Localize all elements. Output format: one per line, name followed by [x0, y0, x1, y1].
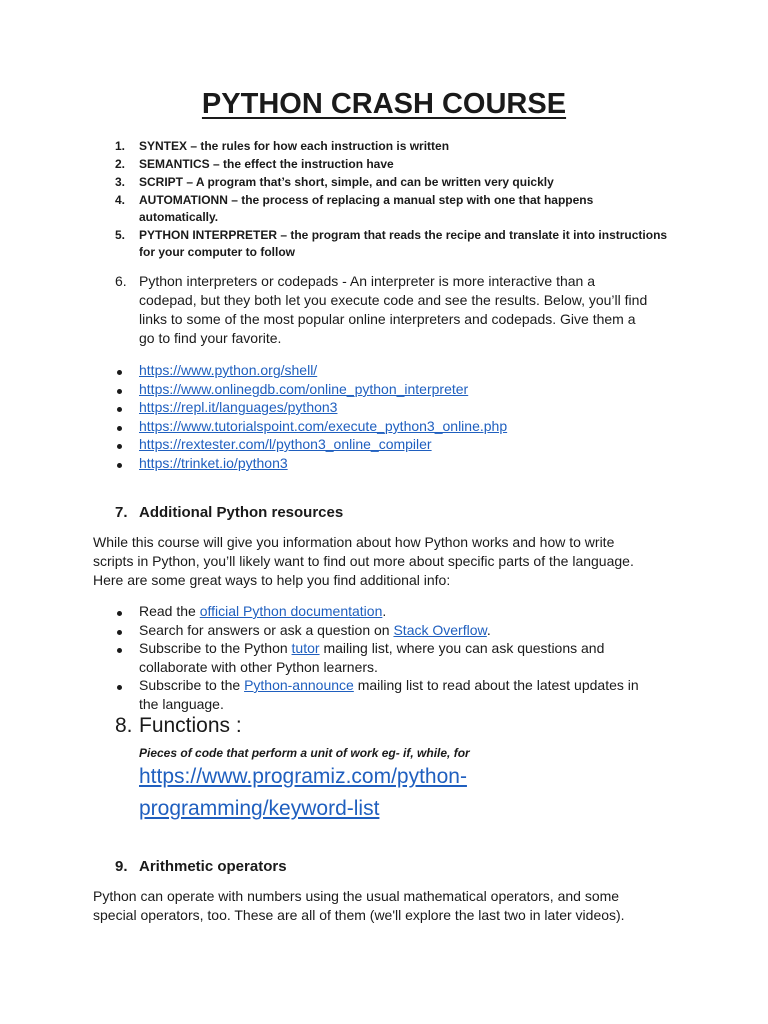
page-title: PYTHON CRASH COURSE: [201, 88, 567, 120]
link-trinket[interactable]: https://trinket.io/python3: [139, 455, 288, 471]
item6-line: go to find your favorite.: [139, 330, 282, 346]
list-number: 4.: [115, 193, 126, 207]
bullet-icon: [117, 444, 122, 449]
link-replit[interactable]: https://repl.it/languages/python3: [139, 399, 338, 415]
link-stack-overflow[interactable]: Stack Overflow: [393, 622, 487, 638]
arithmetic-line: special operators, too. These are all of them (we'll explore the last two in later videos).: [93, 907, 625, 923]
link-python-shell[interactable]: https://www.python.org/shell/: [139, 362, 318, 378]
bullet-icon: [117, 426, 122, 431]
link-tutorialspoint[interactable]: https://www.tutorialspoint.com/execute_python3_online.php: [139, 418, 508, 434]
bullet-icon: [117, 685, 122, 690]
resource-text: mailing list, where you can ask questions and: [319, 640, 605, 656]
resource-text: Subscribe to the: [139, 677, 245, 693]
resource-announce: [139, 677, 639, 693]
list-number: 3.: [115, 175, 126, 189]
definition-automation-cont: automatically.: [139, 210, 219, 224]
resource-docs: [139, 603, 386, 619]
item6-line: Python interpreters or codepads - An interpreter is more interactive than a: [139, 273, 596, 289]
list-number: 6.: [115, 273, 127, 289]
functions-heading: Functions :: [139, 714, 242, 737]
definition-interpreter-cont: for your computer to follow: [139, 245, 295, 259]
list-number: 8.: [115, 714, 133, 737]
resources-heading: Additional Python resources: [139, 504, 344, 521]
resource-text: .: [486, 622, 491, 638]
item6-line: links to some of the most popular online interpreters and codepads. Give them a: [139, 311, 636, 327]
list-number: 5.: [115, 228, 126, 242]
link-rextester[interactable]: https://rextester.com/l/python3_online_compiler: [139, 436, 432, 452]
resources-intro-line: scripts in Python, you’ll likely want to find out more about specific parts of the language.: [93, 553, 634, 569]
resource-stackoverflow: [139, 622, 491, 638]
definition-interpreter: PYTHON INTERPRETER – the program that reads the recipe and translate it into instructions: [139, 228, 668, 242]
item6-line: codepad, but they both let you execute code and see the results. Below, you’ll find: [139, 292, 648, 308]
list-number: 2.: [115, 157, 126, 171]
bullet-icon: [117, 463, 122, 468]
resource-text: .: [382, 603, 387, 619]
resources-intro-line: Here are some great ways to help you find additional info:: [93, 572, 451, 588]
resource-announce-cont: the language.: [139, 696, 224, 712]
resource-text: Subscribe to the Python: [139, 640, 292, 656]
bullet-icon: [117, 370, 122, 375]
list-number: 1.: [115, 139, 126, 153]
link-tutor[interactable]: tutor: [291, 640, 320, 656]
link-python-announce[interactable]: Python-announce: [244, 677, 354, 693]
resources-intro-line: While this course will give you information about how Python works and how to write: [93, 534, 615, 550]
bullet-icon: [117, 611, 122, 616]
link-programiz-line2[interactable]: programming/keyword-list: [139, 797, 380, 820]
functions-note: Pieces of code that perform a unit of work eg- if, while, for: [139, 746, 470, 760]
link-official-docs[interactable]: official Python documentation: [199, 603, 383, 619]
bullet-icon: [117, 630, 122, 635]
resource-text: Search for answers or ask a question on: [139, 622, 394, 638]
definition-syntex: SYNTEX – the rules for how each instruction is written: [139, 139, 450, 153]
arithmetic-line: Python can operate with numbers using the usual mathematical operators, and some: [93, 888, 620, 904]
link-onlinegdb[interactable]: https://www.onlinegdb.com/online_python_interpreter: [139, 381, 469, 397]
bullet-icon: [117, 389, 122, 394]
definition-semantics: SEMANTICS – the effect the instruction have: [139, 157, 394, 171]
resource-tutor: [139, 640, 604, 656]
definition-automation: AUTOMATIONN – the process of replacing a manual step with one that happens: [139, 193, 594, 207]
list-number: 9.: [115, 858, 128, 875]
resource-tutor-cont: collaborate with other Python learners.: [139, 659, 378, 675]
bullet-icon: [117, 648, 122, 653]
definition-script: SCRIPT – A program that’s short, simple, and can be written very quickly: [139, 175, 554, 189]
list-number: 7.: [115, 504, 128, 521]
link-programiz-line1[interactable]: https://www.programiz.com/python-: [139, 765, 467, 788]
bullet-icon: [117, 407, 122, 412]
resource-text: mailing list to read about the latest updates in: [353, 677, 639, 693]
resource-text: Read the: [139, 603, 200, 619]
arithmetic-heading: Arithmetic operators: [139, 858, 287, 875]
